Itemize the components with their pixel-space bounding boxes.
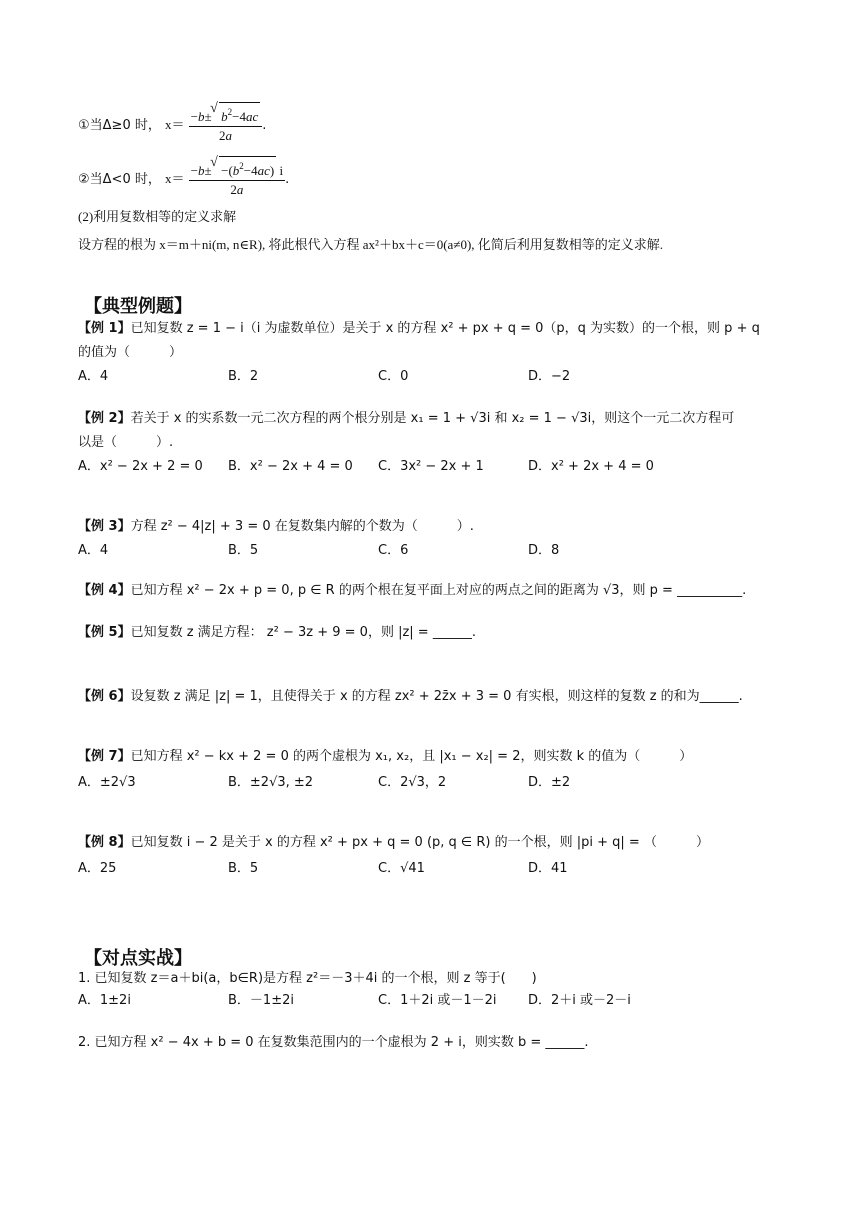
option-d: D．±2 [528,775,571,790]
option-d: D．−2 [528,369,571,384]
method2-text: 设方程的根为 x＝m＋ni(m, n∈R), 将此根代入方程 ax²＋bx＋c＝0(a≠0), 化简后利用复数相等的定义求解. [78,237,664,252]
example-tag: 【例 5】 [78,625,131,640]
example-text: 方程 z² − 4|z| + 3 = 0 在复数集内解的个数为（ ）. [130,519,474,534]
example-tag: 【例 2】 [78,411,131,426]
example-tag: 【例 3】 [78,519,131,534]
option-b: B．x² − 2x + 4 = 0 [228,459,353,474]
option-a: A．x² − 2x + 2 = 0 [78,459,203,474]
example-7 [78,748,692,766]
example-1 [78,320,760,338]
option-b: B．－1±2i [228,993,294,1008]
option-d: D．2＋i 或－2－i [528,993,631,1008]
option-c: C．√41 [378,861,425,876]
option-d: D．41 [528,861,568,876]
example-tag: 【例 6】 [78,689,131,704]
example-6 [78,688,743,706]
example-text: 已知复数 z = 1 − i（i 为虚数单位）是关于 x 的方程 x² + px + q = 0（p，q 为实数）的一个根，则 p + q [130,321,760,336]
option-b: B．5 [228,861,259,876]
case1-label: ①当Δ≥0 时， [78,118,161,133]
option-a: A．4 [78,369,109,384]
option-b: B．±2√3, ±2 [228,775,314,790]
practice-2: 2. 已知方程 x² − 4x + b = 0 在复数集范围内的一个虚根为 2 + i，则实数 b = ______. [78,1035,589,1050]
example-1-line2: 的值为（ ） [78,345,183,360]
example-3 [78,518,474,536]
example-text: 已知复数 z 满足方程： z² − 3z + 9 = 0，则 |z| = ______. [130,625,476,640]
option-a: A．4 [78,543,109,558]
case1-formula: ①当Δ≥0 时， x＝ $\frac{-b\pm √ b^2-4ac}{2a}$ . [78,104,266,147]
option-c: C．1＋2i 或－1－2i [378,993,497,1008]
option-d: D．x² + 2x + 4 = 0 [528,459,654,474]
example-text: 若关于 x 的实系数一元二次方程的两个根分别是 x₁ = 1 + √3i 和 x₂ = 1 − √3i，则这个一元二次方程可 [130,411,735,426]
example-text: 已知方程 x² − kx + 2 = 0 的两个虚根为 x₁, x₂，且 |x₁ − x₂| = 2，则实数 k 的值为（ ） [130,749,693,764]
option-b: B．5 [228,543,259,558]
option-b: B．2 [228,369,259,384]
example-tag: 【例 4】 [78,583,131,598]
option-a: A．1±2i [78,993,131,1008]
example-4 [78,582,746,600]
option-d: D．8 [528,543,560,558]
method2-title: (2)利用复数相等的定义求解 [78,209,237,224]
example-2-line2: 以是（ ）. [78,435,174,450]
example-text: 设复数 z 满足 |z| = 1，且使得关于 x 的方程 zx² + 2z̄x + 3 = 0 有实根，则这样的复数 z 的和为______. [130,689,743,704]
option-c: C．3x² − 2x + 1 [378,459,484,474]
example-8 [78,834,709,852]
option-c: C．6 [378,543,409,558]
example-tag: 【例 1】 [78,321,131,336]
option-a: A．±2√3 [78,775,136,790]
example-tag: 【例 7】 [78,749,131,764]
section-title-practice: 【对点实战】 [84,948,192,969]
example-2 [78,410,734,428]
option-c: C．2√3，2 [378,775,447,790]
case2-label: ②当Δ<0 时， [78,172,161,187]
example-tag: 【例 8】 [78,835,131,850]
example-text: 已知方程 x² − 2x + p = 0, p ∈ R 的两个根在复平面上对应的两点之间的距离为 √3，则 p = __________. [130,583,747,598]
section-title-examples: 【典型例题】 [84,296,192,317]
example-text: 已知复数 i − 2 是关于 x 的方程 x² + px + q = 0 (p, q ∈ R) 的一个根，则 |pi + q| = （ ） [130,835,709,850]
option-c: C．0 [378,369,409,384]
option-a: A．25 [78,861,117,876]
case2-formula: ②当Δ<0 时， x＝ $\frac{-b\pm √ -(b^2-4ac) i}{2a}$ . [78,158,289,201]
practice-1: 1. 已知复数 z＝a＋bi(a，b∈R)是方程 z²＝－3＋4i 的一个根，则 z 等于( ) [78,971,537,986]
example-5 [78,624,476,642]
